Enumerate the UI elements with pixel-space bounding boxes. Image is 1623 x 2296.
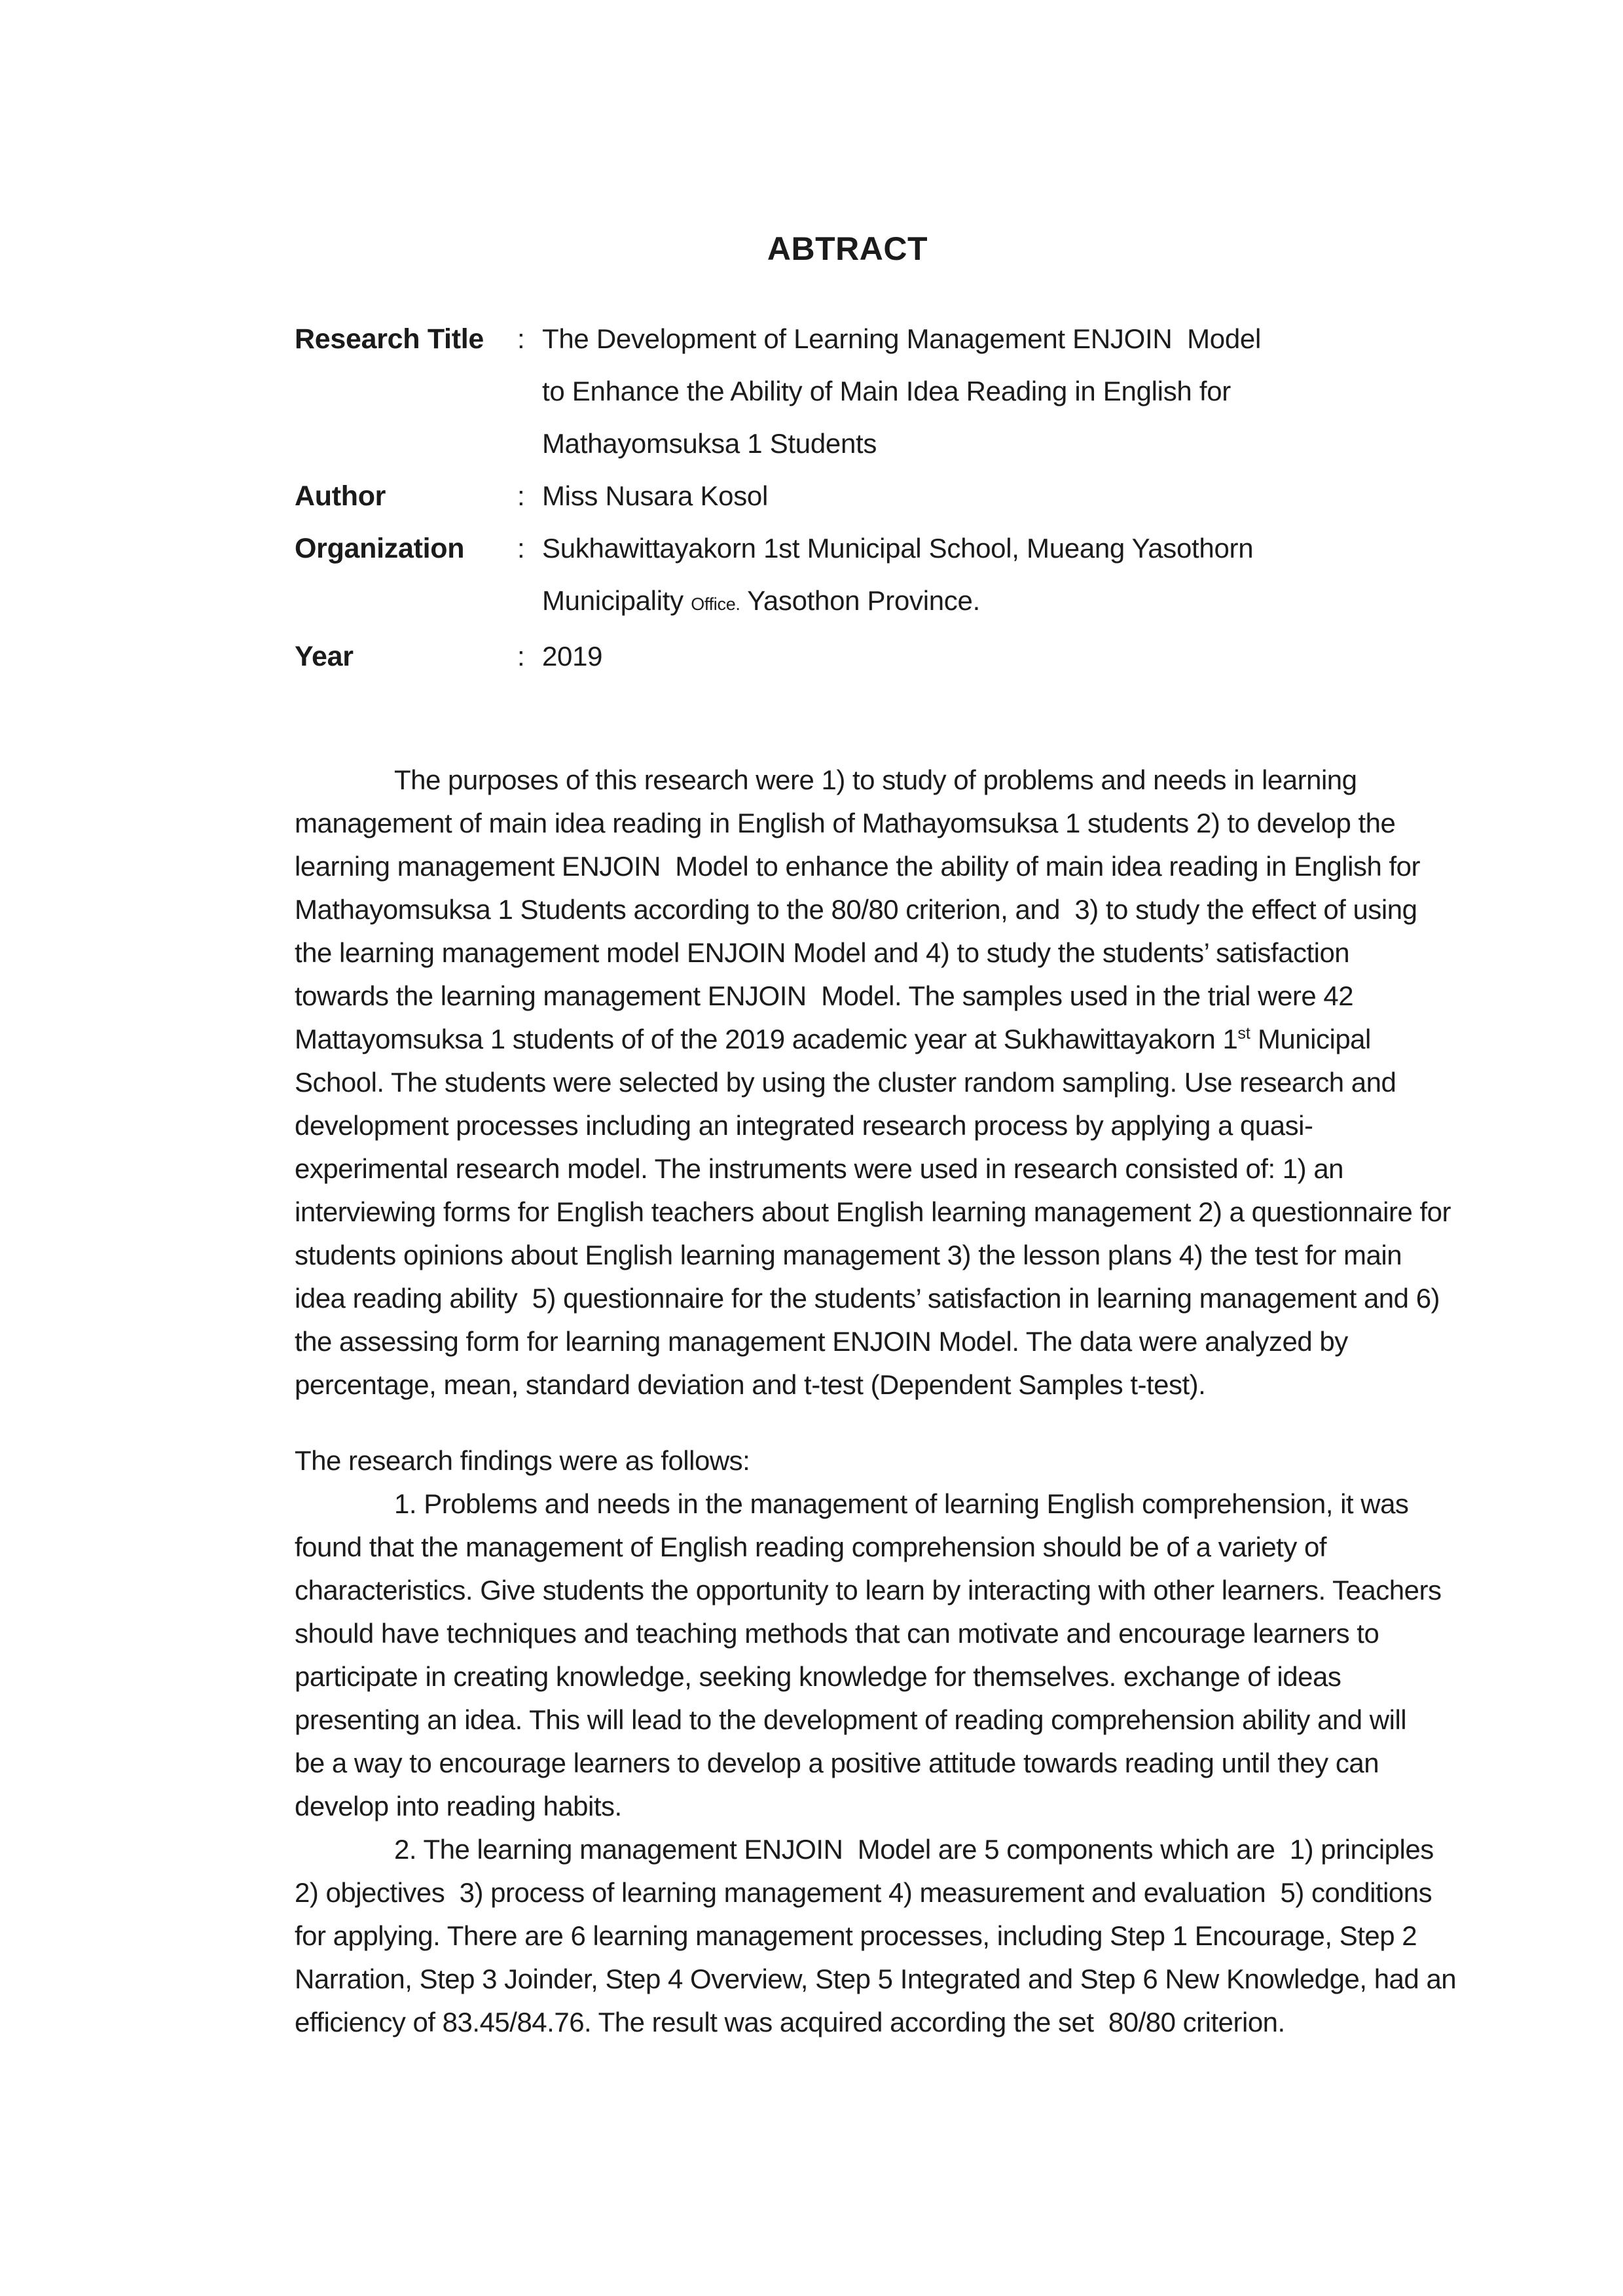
finding-line: efficiency of 83.45/84.76. The result was acquired according the set 80/80 criterion.: [295, 2007, 1285, 2037]
meta-row-organization: [295, 522, 1400, 630]
finding-line: presenting an idea. This will lead to the development of reading comprehension ability and will: [295, 1704, 1407, 1735]
abstract-line: idea reading ability 5) questionnaire for the students’ satisfaction in learning management and 6): [295, 1283, 1440, 1314]
abstract-line: [295, 1018, 1400, 1061]
colon-separator: :: [517, 480, 525, 511]
organization-line: Sukhawittayakorn 1st Municipal School, Mueang Yasothorn: [542, 533, 1254, 564]
abstract-line: The purposes of this research were 1) to study of problems and needs in learning: [394, 764, 1357, 795]
organization-line: [542, 575, 1400, 630]
abstract-line: the assessing form for learning management ENJOIN Model. The data were analyzed by: [295, 1326, 1348, 1357]
finding-line: Narration, Step 3 Joinder, Step 4 Overview, Step 5 Integrated and Step 6 New Knowledge, had an: [295, 1964, 1457, 1994]
year-value: [542, 630, 1400, 683]
abstract-line: development processes including an integrated research process by applying a quasi-: [295, 1110, 1313, 1141]
abstract-line: Mathayomsuksa 1 Students according to the 80/80 criterion, and 3) to study the effect of using: [295, 894, 1417, 925]
year-label: Year: [295, 641, 354, 672]
ordinal-superscript: st: [1237, 1024, 1250, 1043]
research-title-line: The Development of Learning Management ENJOIN Model: [542, 323, 1261, 354]
colon-separator: :: [517, 533, 525, 564]
finding-line: be a way to encourage learners to develop a positive attitude towards reading until they can: [295, 1748, 1379, 1778]
organization-value: [542, 522, 1400, 630]
organization-line-text: Yasothon Province.: [740, 585, 980, 616]
research-title-label: Research Title: [295, 323, 484, 355]
abstract-line: interviewing forms for English teachers about English learning management 2) a questionnaire for: [295, 1196, 1451, 1227]
finding-line: should have techniques and teaching methods that can motivate and encourage learners to: [295, 1618, 1379, 1649]
meta-row-research-title: [295, 313, 1400, 470]
finding-line: found that the management of English reading comprehension should be of a variety of: [295, 1532, 1327, 1562]
finding-line: develop into reading habits.: [295, 1791, 622, 1821]
abstract-line: management of main idea reading in English of Mathayomsuksa 1 students 2) to develop the: [295, 808, 1396, 838]
finding-line: for applying. There are 6 learning management processes, including Step 1 Encourage, Step 2: [295, 1920, 1417, 1951]
year-line: 2019: [542, 641, 603, 672]
meta-row-year: [295, 630, 1400, 683]
abstract-paragraph-1: [295, 759, 1451, 1407]
abstract-line: learning management ENJOIN Model to enhance the ability of main idea reading in English for: [295, 851, 1421, 882]
colon-separator: :: [517, 323, 525, 354]
page-title: ABTRACT: [767, 230, 928, 267]
abstract-line-text: Municipal: [1250, 1024, 1371, 1054]
finding-paragraph-2: [295, 1828, 1457, 2044]
meta-block: [295, 313, 1400, 683]
research-title-line: Mathayomsuksa 1 Students: [542, 428, 877, 459]
finding-line: 2. The learning management ENJOIN Model are 5 components which are 1) principles: [394, 1834, 1434, 1865]
organization-office-small-text: Office.: [691, 594, 740, 614]
finding-line: 2) objectives 3) process of learning management 4) measurement and evaluation 5) conditions: [295, 1877, 1432, 1908]
colon-separator: :: [517, 641, 525, 672]
abstract-line: towards the learning management ENJOIN Model. The samples used in the trial were 42: [295, 980, 1354, 1011]
finding-paragraph-1: [295, 1482, 1442, 1828]
abstract-line: experimental research model. The instruments were used in research consisted of: 1) an: [295, 1153, 1344, 1184]
findings-intro: The research findings were as follows:: [295, 1445, 750, 1476]
abstract-body: [295, 759, 1457, 2044]
finding-line: 1. Problems and needs in the management of learning English comprehension, it was: [394, 1488, 1409, 1519]
research-title-value: [542, 313, 1400, 470]
finding-line: characteristics. Give students the opportunity to learn by interacting with other learners. Teachers: [295, 1575, 1442, 1605]
finding-line: participate in creating knowledge, seeking knowledge for themselves. exchange of ideas: [295, 1661, 1341, 1692]
author-line: Miss Nusara Kosol: [542, 480, 769, 511]
author-label: Author: [295, 480, 386, 512]
abstract-line: School. The students were selected by using the cluster random sampling. Use research and: [295, 1067, 1396, 1098]
abstract-line-text: Mattayomsuksa 1 students of of the 2019 academic year at Sukhawittayakorn 1: [295, 1024, 1238, 1054]
research-title-line: to Enhance the Ability of Main Idea Reading in English for: [542, 376, 1231, 406]
meta-row-author: [295, 470, 1400, 522]
author-value: [542, 470, 1400, 522]
organization-label: Organization: [295, 533, 465, 564]
abstract-line: the learning management model ENJOIN Model and 4) to study the students’ satisfaction: [295, 937, 1350, 968]
organization-line-text: Municipality: [542, 585, 691, 616]
abstract-line: percentage, mean, standard deviation and t-test (Dependent Samples t-test).: [295, 1369, 1206, 1400]
abstract-line: students opinions about English learning management 3) the lesson plans 4) the test for main: [295, 1240, 1402, 1270]
